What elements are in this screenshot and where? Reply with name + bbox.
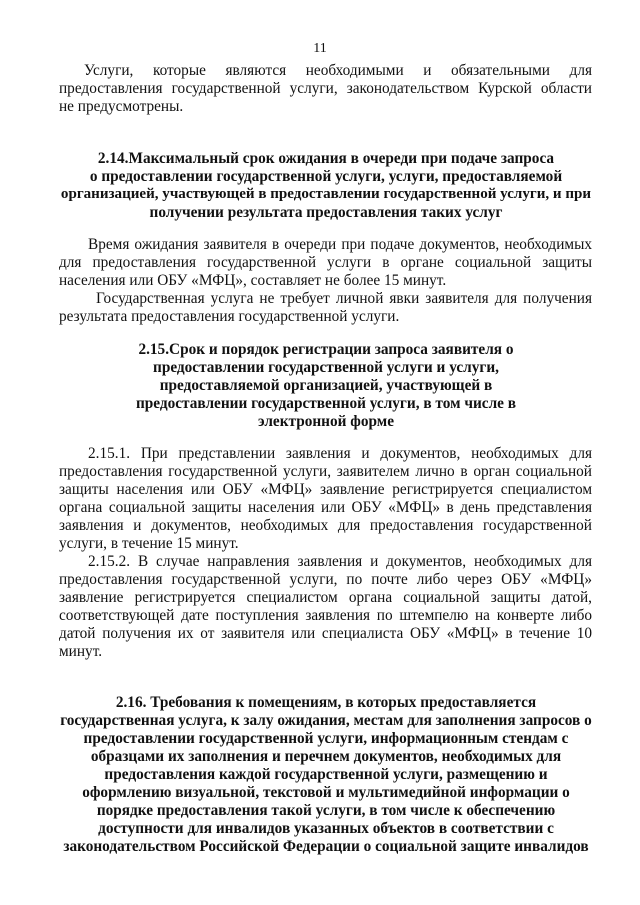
section-2-15-heading-line-2: предоставлении государственной услуги и услуги, bbox=[153, 359, 499, 376]
intro-line-1: Услуги, которые являются необходимыми и обязательными для bbox=[84, 62, 592, 79]
section-2-15-heading-line-1: 2.15.Срок и порядок регистрации запроса заявителя о bbox=[138, 341, 514, 358]
intro-line-3: не предусмотрены. bbox=[59, 98, 184, 115]
section-2-15-p2-line-3: заявление регистрируется специалистом органа социальной защиты датой, bbox=[59, 589, 592, 606]
section-2-15-p2-line-2: предоставления государственной услуги, по почте либо через ОБУ «МФЦ» bbox=[59, 571, 592, 588]
section-2-16-heading-line-9: законодательством Российской Федерации о социальной защите инвалидов bbox=[63, 838, 589, 855]
section-2-15-p1-line-4: органа социальной защиты населения или ОБУ «МФЦ» в день представления bbox=[59, 499, 592, 516]
section-2-16-heading-line-5: предоставления каждой государственной услуги, размещению и bbox=[104, 766, 548, 783]
section-2-14-heading-line-2: о предоставлении государственной услуги, услуги, предоставляемой bbox=[89, 168, 563, 185]
section-2-15-p2-line-4: соответствующей дате поступления заявления по штемпелю на конверте либо bbox=[59, 607, 592, 624]
section-2-15-heading-line-4: предоставлении государственной услуги, в том числе в bbox=[135, 395, 517, 412]
section-2-15-p1-line-6: услуги, в течение 15 минут. bbox=[59, 535, 239, 552]
section-2-15-heading-line-5: электронной форме bbox=[257, 413, 394, 430]
section-2-16-heading-line-8: доступности для инвалидов указанных объектов в соответствии с bbox=[98, 820, 554, 837]
section-2-15-p2-line-5: датой получения их от заявителя или специалиста ОБУ «МФЦ» в течение 10 bbox=[59, 625, 592, 642]
section-2-15-p1-line-5: заявления и документов, необходимых для предоставления государственной bbox=[59, 517, 592, 534]
section-2-15-p1-line-2: предоставления государственной услуги, заявителем лично в орган социальной bbox=[59, 463, 592, 480]
section-2-14-p2-line-1: Государственная услуга не требует личной явки заявителя для получения bbox=[96, 290, 592, 307]
section-2-14-heading-line-1: 2.14.Максимальный срок ожидания в очереди при подаче запроса bbox=[97, 150, 555, 167]
section-2-14-p1-line-2: для предоставления государственной услуги в органе социальной защиты bbox=[59, 254, 592, 271]
section-2-16-heading-line-2: государственная услуга, к залу ожидания, местам для заполнения запросов о bbox=[60, 712, 592, 729]
section-2-14-p1-line-3: населения или ОБУ «МФЦ», составляет не более 15 минут. bbox=[59, 272, 447, 289]
section-2-15-heading-line-3: предоставляемой организацией, участвующей в bbox=[159, 377, 493, 394]
section-2-15-p1-line-1: 2.15.1. При представлении заявления и документов, необходимых для bbox=[88, 445, 592, 462]
section-2-14-heading-line-4: получении результата предоставления таких услуг bbox=[149, 204, 503, 221]
section-2-15-p2-line-1: 2.15.2. В случае направления заявления и документов, необходимых для bbox=[88, 553, 592, 570]
section-2-16-heading-line-4: образцами их заполнения и перечнем документов, необходимых для bbox=[90, 748, 562, 765]
section-2-14-heading-line-3: организацией, участвующей в предоставлении государственной услуги, и при bbox=[60, 186, 592, 202]
section-2-16-heading-line-6: оформлению визуальной, текстовой и мультимедийной информации о bbox=[82, 784, 570, 801]
section-2-15-p2-line-6: минут. bbox=[59, 643, 103, 660]
section-2-16-heading-line-1: 2.16. Требования к помещениям, в которых предоставляется bbox=[115, 694, 537, 711]
intro-line-2: предоставления государственной услуги, законодательством Курской области bbox=[59, 80, 592, 97]
page-number: 11 bbox=[313, 41, 327, 56]
section-2-14-p1-line-1: Время ожидания заявителя в очереди при подаче документов, необходимых bbox=[88, 236, 592, 253]
section-2-16-heading-line-7: порядке предоставления такой услуги, в том числе к обеспечению bbox=[96, 802, 556, 819]
section-2-16-heading-line-3: предоставлении государственной услуги, информационным стендам с bbox=[83, 730, 569, 747]
section-2-14-p2-line-2: результата предоставления государственной услуги. bbox=[59, 308, 400, 325]
section-2-15-p1-line-3: защиты населения или ОБУ «МФЦ» заявление регистрируется специалистом bbox=[59, 481, 592, 498]
